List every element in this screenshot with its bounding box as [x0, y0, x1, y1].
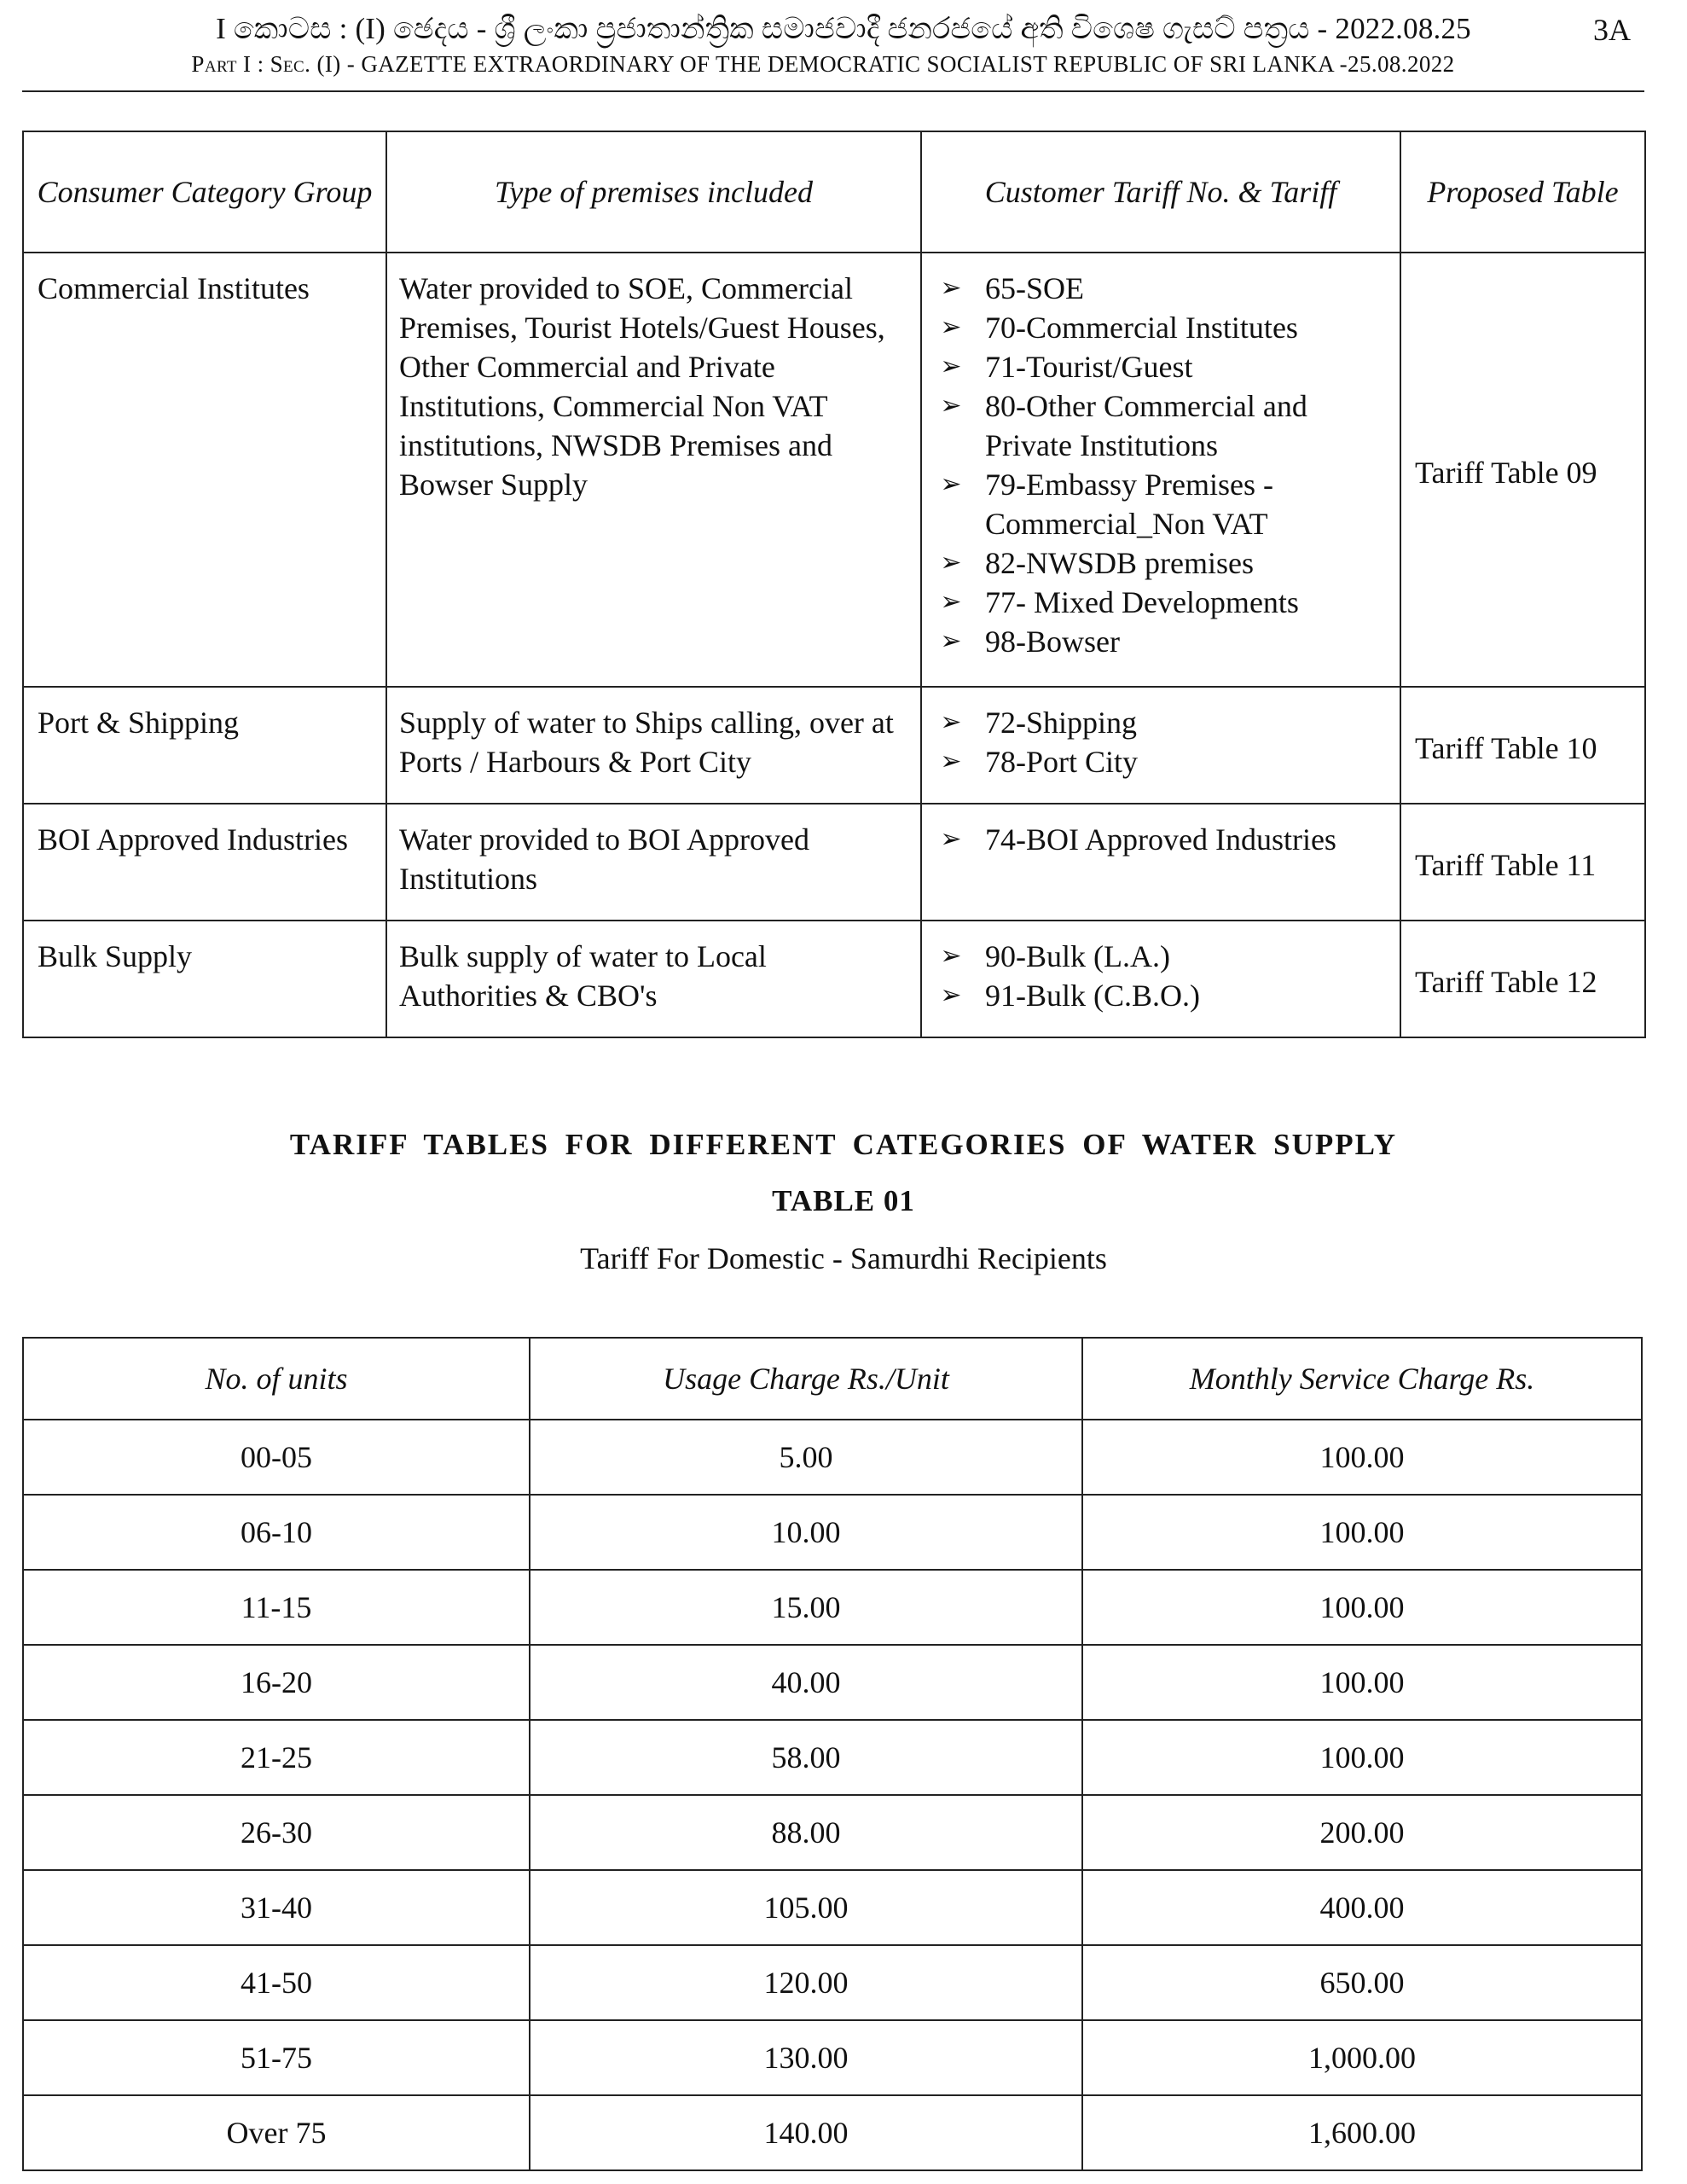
arrow-bullet-icon: ➢ — [940, 548, 962, 578]
units-cell: 00-05 — [23, 1420, 530, 1495]
category-table-row — [23, 253, 1645, 687]
proposed-table-cell: Tariff Table 11 — [1400, 804, 1645, 921]
proposed-table-cell: Tariff Table 10 — [1400, 687, 1645, 804]
consumer-category-table — [22, 131, 1646, 1038]
tariff-label: 72-Shipping — [985, 706, 1138, 740]
usage-charge-cell: 5.00 — [530, 1420, 1082, 1495]
arrow-bullet-icon: ➢ — [940, 469, 962, 499]
premises-included-cell: Supply of water to Ships calling, over at Ports / Harbours & Port City — [386, 687, 921, 804]
tariff-list-item — [934, 308, 1388, 347]
tariff-tables-heading: TARIFF TABLES FOR DIFFERENT CATEGORIES OF WATER SUPPLY — [289, 1128, 1398, 1161]
proposed-table-cell: Tariff Table 09 — [1400, 253, 1645, 687]
tariff-list-item — [934, 347, 1388, 386]
tariff-table-row — [23, 1945, 1642, 2020]
service-charge-cell: 100.00 — [1082, 1570, 1642, 1645]
service-charge-cell: 100.00 — [1082, 1495, 1642, 1570]
tariff-list-item — [934, 820, 1388, 859]
consumer-category-group-cell: Bulk Supply — [23, 921, 386, 1037]
tariff-table-row — [23, 1870, 1642, 1945]
header-customer-tariff: Customer Tariff No. & Tariff — [921, 131, 1400, 253]
tariff-label: 71-Tourist/Guest — [985, 350, 1193, 384]
page-number: 3A — [1593, 13, 1631, 47]
tariff-table-row — [23, 1795, 1642, 1870]
units-cell: 26-30 — [23, 1795, 530, 1870]
tariff-list-item — [934, 543, 1388, 583]
usage-charge-cell: 105.00 — [530, 1870, 1082, 1945]
customer-tariff-cell — [921, 253, 1400, 687]
units-cell: 51-75 — [23, 2020, 530, 2095]
category-table-row — [23, 804, 1645, 921]
tariff-table-row — [23, 1720, 1642, 1795]
tariff-table-row — [23, 1495, 1642, 1570]
arrow-bullet-icon: ➢ — [940, 312, 962, 342]
consumer-category-group-cell: BOI Approved Industries — [23, 804, 386, 921]
tariff-label: 91-Bulk (C.B.O.) — [985, 979, 1200, 1013]
usage-charge-cell: 40.00 — [530, 1645, 1082, 1720]
tariff-table-row — [23, 1645, 1642, 1720]
table-number-heading: TABLE 01 — [772, 1184, 915, 1217]
tariff-label: 74-BOI Approved Industries — [985, 822, 1336, 857]
service-charge-cell: 400.00 — [1082, 1870, 1642, 1945]
usage-charge-cell: 140.00 — [530, 2095, 1082, 2170]
domestic-samurdhi-tariff-table — [22, 1337, 1643, 2171]
tariff-list-item — [934, 465, 1388, 543]
arrow-bullet-icon: ➢ — [940, 824, 962, 854]
header-part-label: Part I : Sec. — [191, 51, 311, 77]
arrow-bullet-icon: ➢ — [940, 746, 962, 776]
category-table-header-row — [23, 131, 1645, 253]
service-charge-cell: 1,000.00 — [1082, 2020, 1642, 2095]
units-cell: 06-10 — [23, 1495, 530, 1570]
tariff-label: 82-NWSDB premises — [985, 546, 1254, 580]
tariff-label: 80-Other Commercial and Private Institutions — [985, 389, 1307, 462]
customer-tariff-cell — [921, 804, 1400, 921]
service-charge-cell: 100.00 — [1082, 1720, 1642, 1795]
tariff-list-item — [934, 269, 1388, 308]
table-subtitle: Tariff For Domestic - Samurdhi Recipients — [580, 1241, 1107, 1275]
category-table-row — [23, 687, 1645, 804]
tariff-list-item — [934, 386, 1388, 465]
proposed-table-cell: Tariff Table 12 — [1400, 921, 1645, 1037]
units-cell: Over 75 — [23, 2095, 530, 2170]
tariff-list — [934, 937, 1388, 1015]
arrow-bullet-icon: ➢ — [940, 980, 962, 1010]
category-table-body — [23, 253, 1645, 1037]
units-cell: 41-50 — [23, 1945, 530, 2020]
tariff-label: 65-SOE — [985, 271, 1084, 305]
usage-charge-cell: 88.00 — [530, 1795, 1082, 1870]
tariff-list-item — [934, 622, 1388, 661]
premises-included-cell: Water provided to SOE, Commercial Premises, Tourist Hotels/Guest Houses, Other Commercial and Private Institutions, Commercial Non VAT institutions, NWSDB Premises and Bowser Supply — [386, 253, 921, 687]
customer-tariff-cell — [921, 921, 1400, 1037]
tariff-table-body — [23, 1420, 1642, 2170]
arrow-bullet-icon: ➢ — [940, 626, 962, 656]
arrow-bullet-icon: ➢ — [940, 587, 962, 617]
tariff-label: 77- Mixed Developments — [985, 585, 1299, 619]
tariff-list-item — [934, 937, 1388, 976]
tariff-list-item — [934, 742, 1388, 781]
tariff-table-row — [23, 2020, 1642, 2095]
tariff-list-item — [934, 583, 1388, 622]
service-charge-cell: 100.00 — [1082, 1645, 1642, 1720]
usage-charge-cell: 130.00 — [530, 2020, 1082, 2095]
tariff-label: 98-Bowser — [985, 624, 1120, 659]
header-consumer-category-group: Consumer Category Group — [23, 131, 386, 253]
tariff-table-row — [23, 1420, 1642, 1495]
tariff-list — [934, 703, 1388, 781]
tariff-list-item — [934, 976, 1388, 1015]
arrow-bullet-icon: ➢ — [940, 351, 962, 381]
header-type-of-premises: Type of premises included — [386, 131, 921, 253]
consumer-category-group-cell: Port & Shipping — [23, 687, 386, 804]
arrow-bullet-icon: ➢ — [940, 707, 962, 737]
header-usage-charge: Usage Charge Rs./Unit — [530, 1338, 1082, 1420]
service-charge-cell: 100.00 — [1082, 1420, 1642, 1495]
header-proposed-table: Proposed Table — [1400, 131, 1645, 253]
units-cell: 21-25 — [23, 1720, 530, 1795]
header-no-of-units: No. of units — [23, 1338, 530, 1420]
units-cell: 16-20 — [23, 1645, 530, 1720]
tariff-label: 78-Port City — [985, 745, 1139, 779]
tariff-table-header-row — [23, 1338, 1642, 1420]
premises-included-cell: Water provided to BOI Approved Institutions — [386, 804, 921, 921]
header-divider — [22, 90, 1644, 92]
tariff-list — [934, 269, 1388, 661]
premises-included-cell: Bulk supply of water to Local Authorities & CBO's — [386, 921, 921, 1037]
arrow-bullet-icon: ➢ — [940, 391, 962, 421]
category-table-row — [23, 921, 1645, 1037]
usage-charge-cell: 120.00 — [530, 1945, 1082, 2020]
units-cell: 31-40 — [23, 1870, 530, 1945]
arrow-bullet-icon: ➢ — [940, 273, 962, 303]
header-english-rest: (I) - GAZETTE EXTRAORDINARY OF THE DEMOCRATIC SOCIALIST REPUBLIC OF SRI LANKA -25.08.2022 — [316, 51, 1455, 77]
service-charge-cell: 200.00 — [1082, 1795, 1642, 1870]
consumer-category-group-cell: Commercial Institutes — [23, 253, 386, 687]
tariff-list — [934, 820, 1388, 859]
header-english-line — [94, 51, 1552, 78]
header-sinhala-line: I කොටස : (I) ඡෙදය - ශ්‍රී ලංකා ප්‍රජාතාන්ත්‍රික සමාජවාදී ජනරජයේ අති විශෙෂ ගැසට් පත්‍රය - 2022.08.25 — [216, 12, 1471, 45]
tariff-table-row — [23, 1570, 1642, 1645]
customer-tariff-cell — [921, 687, 1400, 804]
usage-charge-cell: 58.00 — [530, 1720, 1082, 1795]
header-monthly-service-charge: Monthly Service Charge Rs. — [1082, 1338, 1642, 1420]
usage-charge-cell: 10.00 — [530, 1495, 1082, 1570]
usage-charge-cell: 15.00 — [530, 1570, 1082, 1645]
tariff-label: 70-Commercial Institutes — [985, 311, 1298, 345]
tariff-label: 90-Bulk (L.A.) — [985, 939, 1170, 973]
tariff-label: 79-Embassy Premises -Commercial_Non VAT — [985, 468, 1273, 541]
service-charge-cell: 1,600.00 — [1082, 2095, 1642, 2170]
units-cell: 11-15 — [23, 1570, 530, 1645]
tariff-table-row — [23, 2095, 1642, 2170]
tariff-list-item — [934, 703, 1388, 742]
arrow-bullet-icon: ➢ — [940, 941, 962, 971]
service-charge-cell: 650.00 — [1082, 1945, 1642, 2020]
